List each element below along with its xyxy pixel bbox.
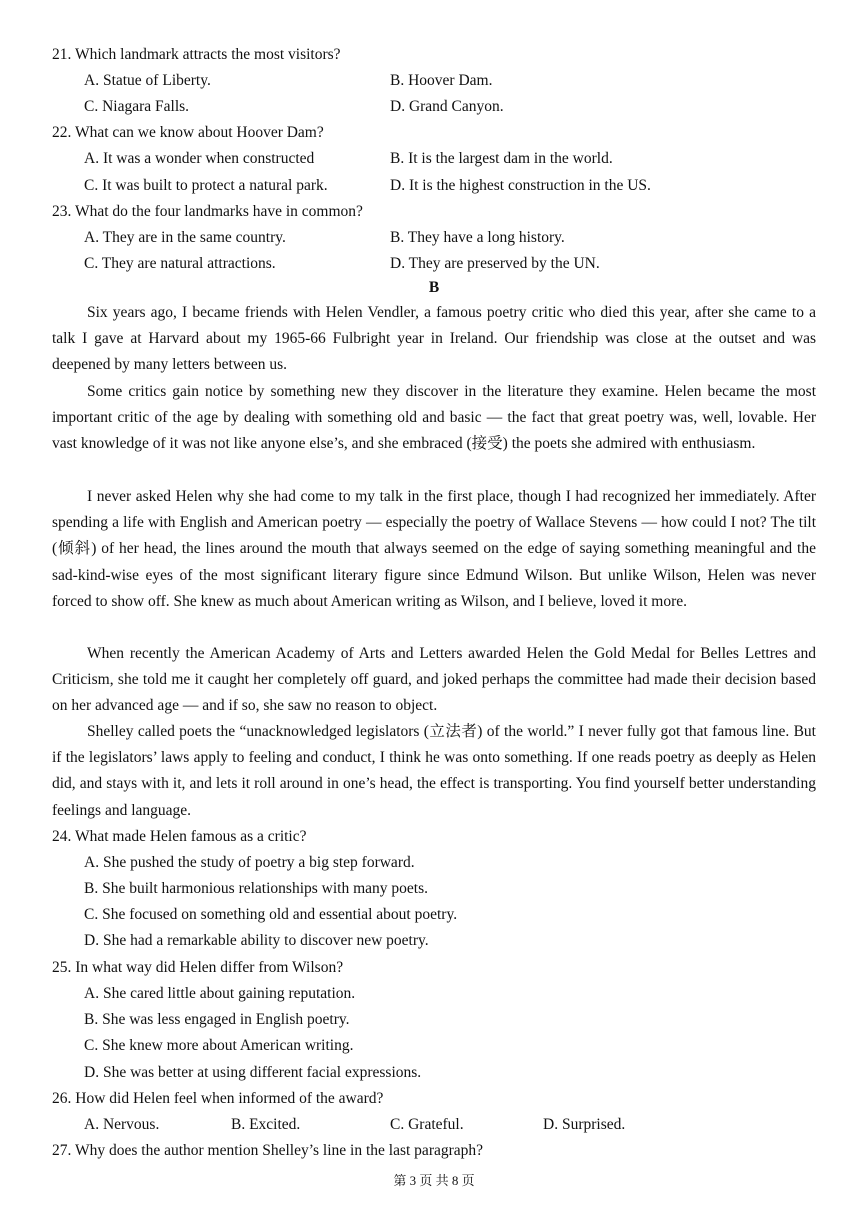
q26-option-a: A. Nervous. bbox=[84, 1116, 160, 1133]
q23-option-c: C. They are natural attractions. bbox=[84, 255, 276, 272]
q23-option-b: B. They have a long history. bbox=[390, 229, 565, 246]
passage-paragraph-3: I never asked Helen why she had come to my talk in the first place, though I had recognized her immediately. After spending a life with English and American poetry — especially the poetry of Wallace Stevens — how could I not? The tilt (倾斜) of her head, the lines around the mouth that always seemed on the edge of saying something meaningful and the sad-kind-wise eyes of the most significant literary figure since Edmund Wilson. But unlike Wilson, Helen was never forced to show off. She knew as much about American writing as Wilson, and I believe, loved it more. bbox=[52, 488, 816, 610]
question-22: 22. What can we know about Hoover Dam? bbox=[52, 124, 324, 141]
q25-option-a: A. She cared little about gaining reputation. bbox=[84, 985, 356, 1002]
question-23: 23. What do the four landmarks have in common? bbox=[52, 203, 363, 220]
question-27: 27. Why does the author mention Shelley’s line in the last paragraph? bbox=[52, 1142, 484, 1159]
q21-option-b: B. Hoover Dam. bbox=[390, 72, 493, 89]
q22-option-c: C. It was built to protect a natural park. bbox=[84, 177, 328, 194]
passage-paragraph-4: When recently the American Academy of Arts and Letters awarded Helen the Gold Medal for Belles Lettres and Criticism, she told me it caught her completely off guard, and joked perhaps the committee had made their decision based on her advanced age — and if so, she saw no reason to object. bbox=[52, 645, 816, 715]
q21-option-d: D. Grand Canyon. bbox=[390, 98, 504, 115]
q22-option-a: A. It was a wonder when constructed bbox=[84, 150, 315, 167]
q26-option-c: C. Grateful. bbox=[390, 1116, 464, 1133]
passage-paragraph-1: Six years ago, I became friends with Helen Vendler, a famous poetry critic who died this year, after she came to a talk I gave at Harvard about my 1965-66 Fulbright year in Ireland. Our friendship was close at the outset and was deepened by many letters between us. bbox=[52, 304, 816, 374]
q21-option-a: A. Statue of Liberty. bbox=[84, 72, 211, 89]
q24-option-d: D. She had a remarkable ability to discover new poetry. bbox=[84, 932, 429, 949]
question-21: 21. Which landmark attracts the most visitors? bbox=[52, 46, 341, 63]
q25-option-c: C. She knew more about American writing. bbox=[84, 1037, 354, 1054]
q26-option-b: B. Excited. bbox=[231, 1116, 301, 1133]
q22-option-b: B. It is the largest dam in the world. bbox=[390, 150, 613, 167]
question-24: 24. What made Helen famous as a critic? bbox=[52, 828, 307, 845]
q23-option-d: D. They are preserved by the UN. bbox=[390, 255, 600, 272]
q24-option-b: B. She built harmonious relationships with many poets. bbox=[84, 880, 428, 897]
q25-option-b: B. She was less engaged in English poetry. bbox=[84, 1011, 350, 1028]
q26-option-d: D. Surprised. bbox=[543, 1116, 626, 1133]
q24-option-c: C. She focused on something old and essential about poetry. bbox=[84, 906, 458, 923]
page-footer: 第 3 页 共 8 页 bbox=[393, 1173, 475, 1188]
q23-option-a: A. They are in the same country. bbox=[84, 229, 286, 246]
passage-paragraph-2: Some critics gain notice by something new they discover in the literature they examine. Helen became the most important critic of the age by dealing with something old and basic — the fact that great poetry was, well, lovable. Her vast knowledge of it was not like anyone else’s, and she embraced (接受) the poets she admired with enthusiasm. bbox=[52, 383, 816, 453]
question-26: 26. How did Helen feel when informed of the award? bbox=[52, 1090, 384, 1107]
section-b-heading: B bbox=[428, 279, 440, 296]
passage-paragraph-5: Shelley called poets the “unacknowledged legislators (立法者) of the world.” I never fully got that famous line. But if the legislators’ laws apply to feeling and conduct, I think he was onto something. If one reads poetry as deeply as Helen did, and stays with it, and lets it roll around in one’s head, the effect is transporting. You find yourself better understanding feelings and language. bbox=[52, 723, 816, 819]
q21-option-c: C. Niagara Falls. bbox=[84, 98, 190, 115]
q22-option-d: D. It is the highest construction in the US. bbox=[390, 177, 651, 194]
question-25: 25. In what way did Helen differ from Wilson? bbox=[52, 959, 344, 976]
q24-option-a: A. She pushed the study of poetry a big step forward. bbox=[84, 854, 415, 871]
q25-option-d: D. She was better at using different facial expressions. bbox=[84, 1064, 422, 1081]
